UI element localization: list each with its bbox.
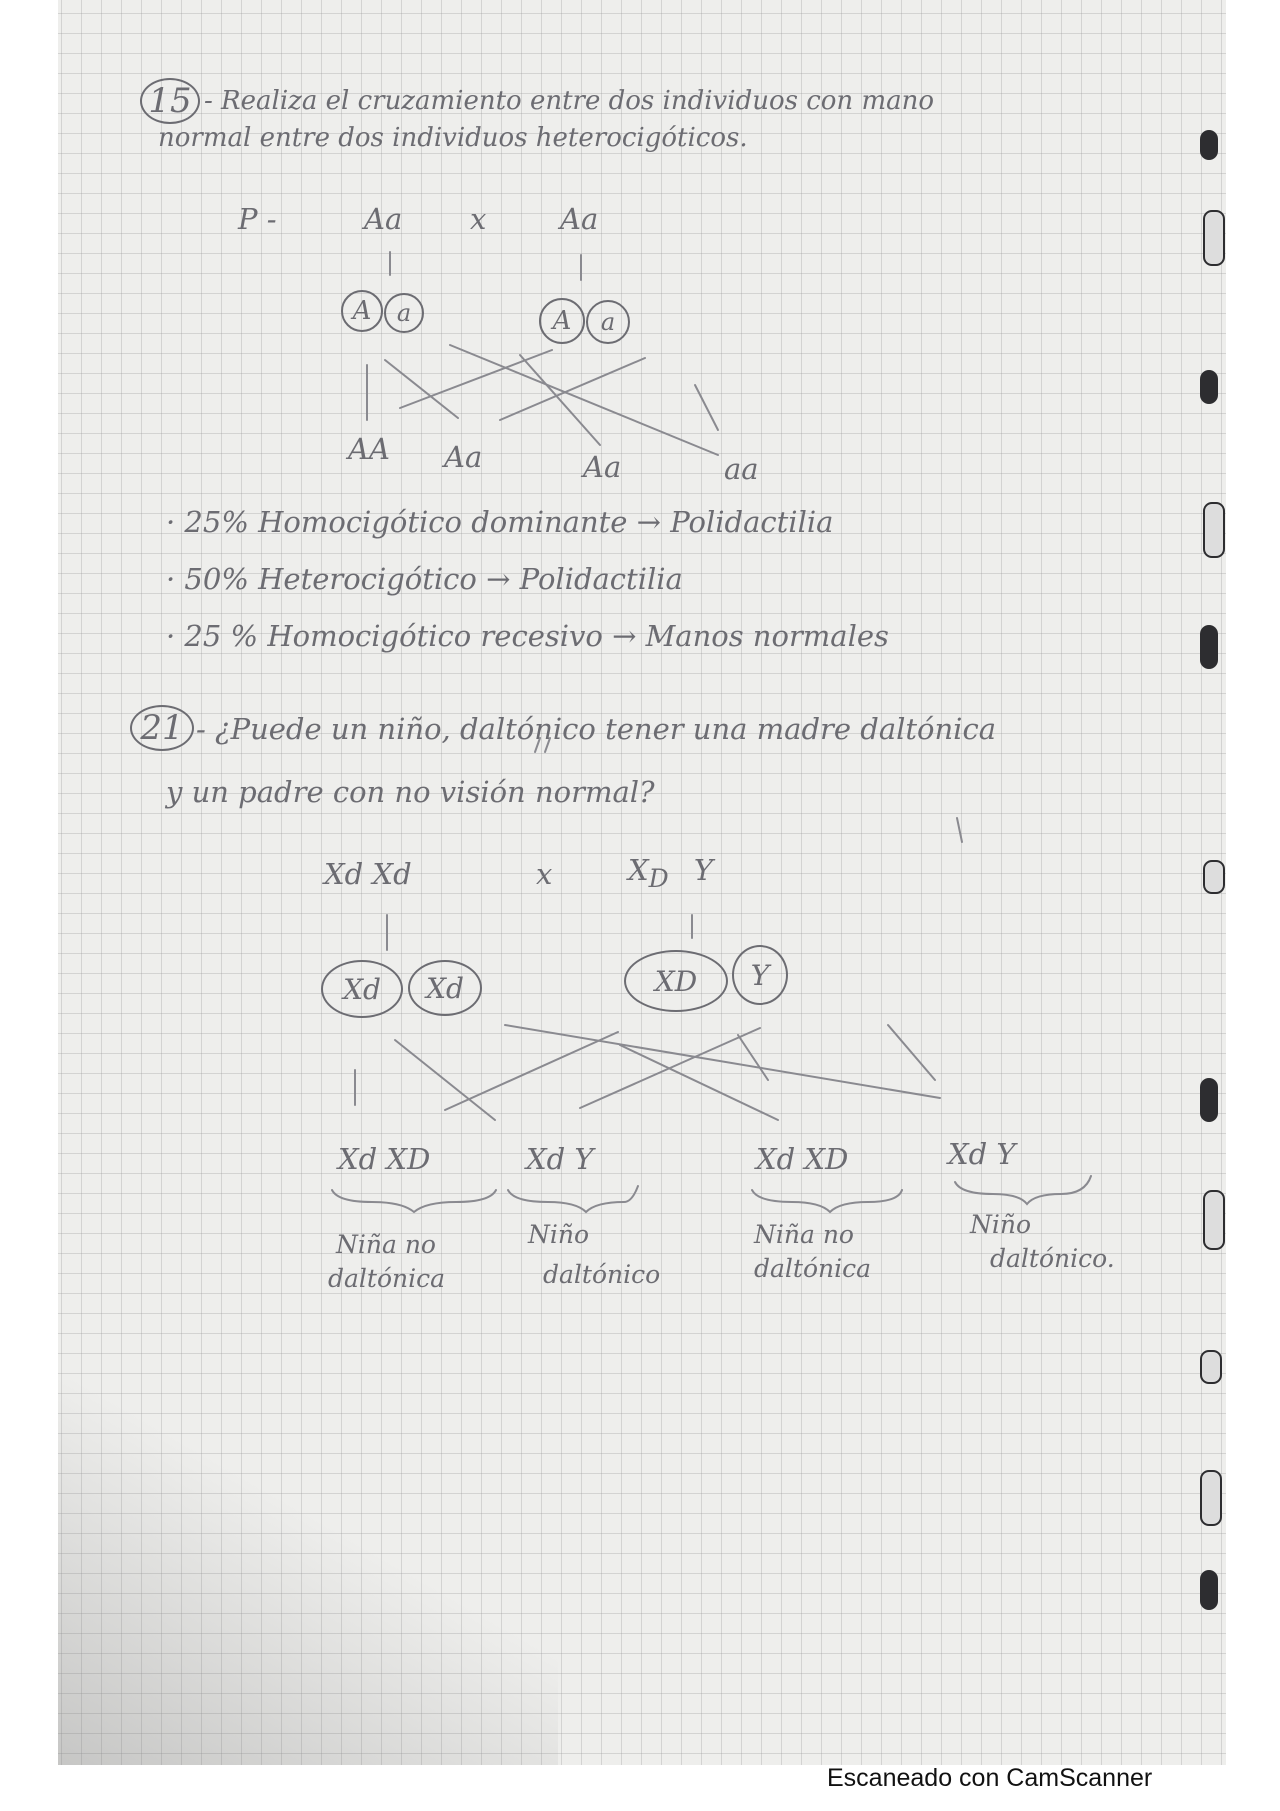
father-genotype xyxy=(628,853,714,893)
problem-15-statement-line1: - Realiza el cruzamiento entre dos individuos con mano xyxy=(204,86,934,116)
problem-21-number: 21 xyxy=(130,705,194,751)
phenotype-label: Niño xyxy=(528,1220,590,1249)
gamete-circle: Xd xyxy=(321,960,403,1018)
binder-hole xyxy=(1203,860,1225,894)
problem-15-statement-line2: normal entre dos individuos heterocigóticos. xyxy=(158,123,748,153)
binder-hole xyxy=(1203,502,1225,558)
problem-21-question-line2: y un padre con no visión normal? xyxy=(166,775,655,809)
cross-symbol-15: x xyxy=(470,202,487,236)
gamete-circle: a xyxy=(384,293,424,333)
result-line: · 25 % Homocigótico recesivo → Manos normales xyxy=(166,619,889,653)
phenotype-label: Niño xyxy=(970,1210,1032,1239)
problem-15-number: 15 xyxy=(140,78,200,124)
phenotype-label: daltónica xyxy=(328,1264,446,1293)
phenotype-label: Niña no xyxy=(336,1230,436,1259)
offspring-genotype-21: Xd Y xyxy=(526,1142,594,1176)
binder-hole xyxy=(1203,1190,1225,1250)
father-y-chromosome: Y xyxy=(693,853,714,887)
gamete-circle: Y xyxy=(732,945,788,1005)
parent1-genotype: Aa xyxy=(364,202,403,236)
offspring-genotype: Aa xyxy=(444,440,483,474)
result-line: · 50% Heterocigótico → Polidactilia xyxy=(166,562,683,596)
gamete-circle: Xd xyxy=(408,960,482,1016)
father-dominant-subscript: D xyxy=(648,863,669,893)
phenotype-label: Niña no xyxy=(754,1220,854,1249)
binder-hole xyxy=(1203,210,1225,266)
p-label: P - xyxy=(238,202,277,236)
offspring-genotype: Aa xyxy=(583,450,622,484)
parent2-genotype: Aa xyxy=(560,202,599,236)
offspring-genotype: aa xyxy=(724,452,759,486)
offspring-genotype-21: Xd XD xyxy=(338,1142,431,1176)
offspring-genotype-21: Xd Y xyxy=(948,1137,1016,1171)
binder-hole xyxy=(1200,1350,1222,1384)
binder-hole xyxy=(1200,1078,1218,1122)
problem-21-question-line1: - ¿Puede un niño, daltónico tener una madre daltónica xyxy=(196,712,996,746)
father-x-allele: X xyxy=(628,853,649,887)
binder-hole xyxy=(1200,625,1218,669)
phenotype-label: daltónica xyxy=(754,1254,872,1283)
offspring-genotype: AA xyxy=(348,432,390,466)
gamete-circle: a xyxy=(586,300,630,344)
offspring-genotype-21: Xd XD xyxy=(756,1142,849,1176)
binder-hole xyxy=(1200,130,1218,160)
phenotype-label: daltónico xyxy=(543,1260,661,1289)
binder-hole xyxy=(1200,370,1218,404)
binder-hole xyxy=(1200,1470,1222,1526)
scanner-watermark: Escaneado con CamScanner xyxy=(827,1764,1153,1792)
binder-hole xyxy=(1200,1570,1218,1610)
cross-symbol-21: x xyxy=(536,857,553,891)
gamete-circle: A xyxy=(341,290,383,332)
notebook-page xyxy=(58,0,1226,1765)
gamete-circle: XD xyxy=(624,950,728,1012)
mother-genotype: Xd Xd xyxy=(324,857,412,891)
phenotype-label: daltónico. xyxy=(990,1244,1115,1273)
result-line: · 25% Homocigótico dominante → Polidactilia xyxy=(166,505,834,539)
page-shadow xyxy=(58,1380,558,1765)
gamete-circle: A xyxy=(539,298,585,344)
